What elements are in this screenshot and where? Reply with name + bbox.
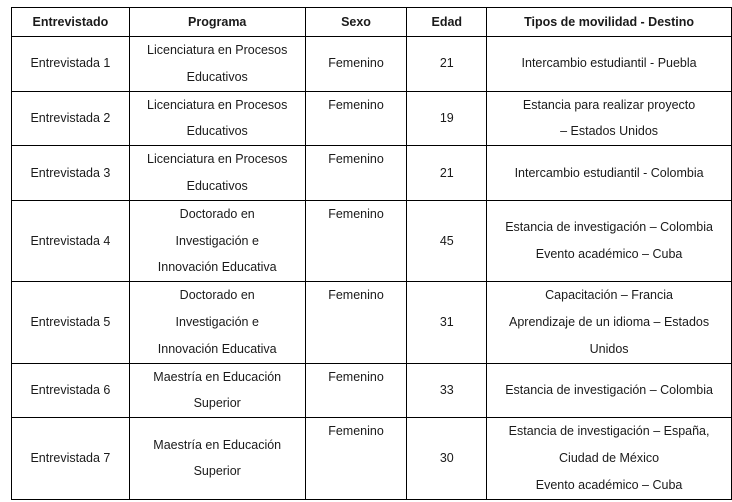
cell-programa-line: Innovación Educativa xyxy=(157,260,277,275)
cell-movilidad-line: Ciudad de México xyxy=(559,450,660,465)
cell-entrevistado: Entrevistada 4 xyxy=(12,200,130,281)
cell-edad: 30 xyxy=(407,418,487,499)
table-row xyxy=(12,363,732,418)
cell-entrevistado: Entrevistada 3 xyxy=(12,146,130,201)
table-body xyxy=(12,37,732,500)
cell-sexo: Femenino xyxy=(305,37,407,92)
table-row xyxy=(12,37,732,92)
cell-movilidad xyxy=(487,418,732,499)
cell-movilidad-line: Aprendizaje de un idioma – Estados xyxy=(509,314,710,329)
cell-entrevistado: Entrevistada 5 xyxy=(12,282,130,363)
interviewees-table xyxy=(11,7,732,500)
cell-sexo: Femenino xyxy=(305,146,407,201)
cell-movilidad-line: Estancia de investigación – Colombia xyxy=(505,220,713,235)
cell-programa xyxy=(129,37,305,92)
cell-entrevistado: Entrevistada 7 xyxy=(12,418,130,499)
cell-programa-line: Educativos xyxy=(186,178,248,193)
cell-sexo: Femenino xyxy=(305,363,407,418)
cell-programa-line: Licenciatura en Procesos xyxy=(147,152,288,167)
cell-edad: 21 xyxy=(407,146,487,201)
cell-movilidad-line: Estancia de investigación – Colombia xyxy=(505,382,713,397)
cell-edad: 21 xyxy=(407,37,487,92)
cell-programa-line: Educativos xyxy=(186,69,248,84)
cell-programa-line: Investigación e xyxy=(175,233,259,248)
cell-programa-line: Licenciatura en Procesos xyxy=(147,43,288,57)
cell-programa xyxy=(129,91,305,146)
cell-edad: 33 xyxy=(407,363,487,418)
cell-programa xyxy=(129,418,305,499)
cell-movilidad-line: Intercambio estudiantil - Puebla xyxy=(521,56,697,71)
cell-movilidad-line: Estancia de investigación – España, xyxy=(508,424,710,439)
cell-movilidad-line: Evento académico – Cuba xyxy=(535,246,683,261)
cell-sexo: Femenino xyxy=(305,418,407,499)
cell-programa-line: Educativos xyxy=(186,124,248,139)
cell-programa-line: Doctorado en xyxy=(179,206,255,221)
table-header-row xyxy=(12,8,732,37)
cell-programa-line: Maestría en Educación xyxy=(153,369,282,384)
cell-programa-line: Superior xyxy=(193,464,241,479)
cell-programa-line: Superior xyxy=(193,396,241,411)
cell-programa-line: Maestría en Educación xyxy=(153,437,282,452)
cell-programa xyxy=(129,146,305,201)
cell-movilidad xyxy=(487,282,732,363)
table-row xyxy=(12,91,732,146)
cell-movilidad xyxy=(487,200,732,281)
cell-movilidad-line: Estancia para realizar proyecto xyxy=(522,97,696,112)
header-movilidad: Tipos de movilidad - Destino xyxy=(487,8,732,37)
cell-movilidad-line: Intercambio estudiantil - Colombia xyxy=(514,165,704,180)
table-row xyxy=(12,418,732,499)
cell-edad: 19 xyxy=(407,91,487,146)
cell-movilidad xyxy=(487,91,732,146)
cell-programa xyxy=(129,363,305,418)
cell-entrevistado: Entrevistada 6 xyxy=(12,363,130,418)
table-row xyxy=(12,282,732,363)
cell-sexo: Femenino xyxy=(305,91,407,146)
cell-sexo: Femenino xyxy=(305,282,407,363)
cell-edad: 31 xyxy=(407,282,487,363)
cell-movilidad-line: Capacitación – Francia xyxy=(545,288,673,303)
table-row xyxy=(12,146,732,201)
cell-programa-line: Innovación Educativa xyxy=(157,341,277,356)
cell-edad: 45 xyxy=(407,200,487,281)
cell-movilidad-line: – Estados Unidos xyxy=(560,124,659,139)
cell-entrevistado: Entrevistada 2 xyxy=(12,91,130,146)
cell-programa-line: Investigación e xyxy=(175,314,259,329)
header-programa: Programa xyxy=(129,8,305,37)
cell-movilidad xyxy=(487,363,732,418)
header-entrevistado: Entrevistado xyxy=(12,8,130,37)
cell-programa-line: Doctorado en xyxy=(179,288,255,303)
cell-entrevistado: Entrevistada 1 xyxy=(12,37,130,92)
header-edad: Edad xyxy=(407,8,487,37)
cell-movilidad xyxy=(487,146,732,201)
cell-programa xyxy=(129,200,305,281)
cell-sexo: Femenino xyxy=(305,200,407,281)
header-sexo: Sexo xyxy=(305,8,407,37)
cell-programa xyxy=(129,282,305,363)
cell-movilidad-line: Unidos xyxy=(589,341,629,356)
cell-movilidad xyxy=(487,37,732,92)
cell-programa-line: Licenciatura en Procesos xyxy=(147,97,288,112)
cell-movilidad-line: Evento académico – Cuba xyxy=(535,477,683,492)
table-row xyxy=(12,200,732,281)
